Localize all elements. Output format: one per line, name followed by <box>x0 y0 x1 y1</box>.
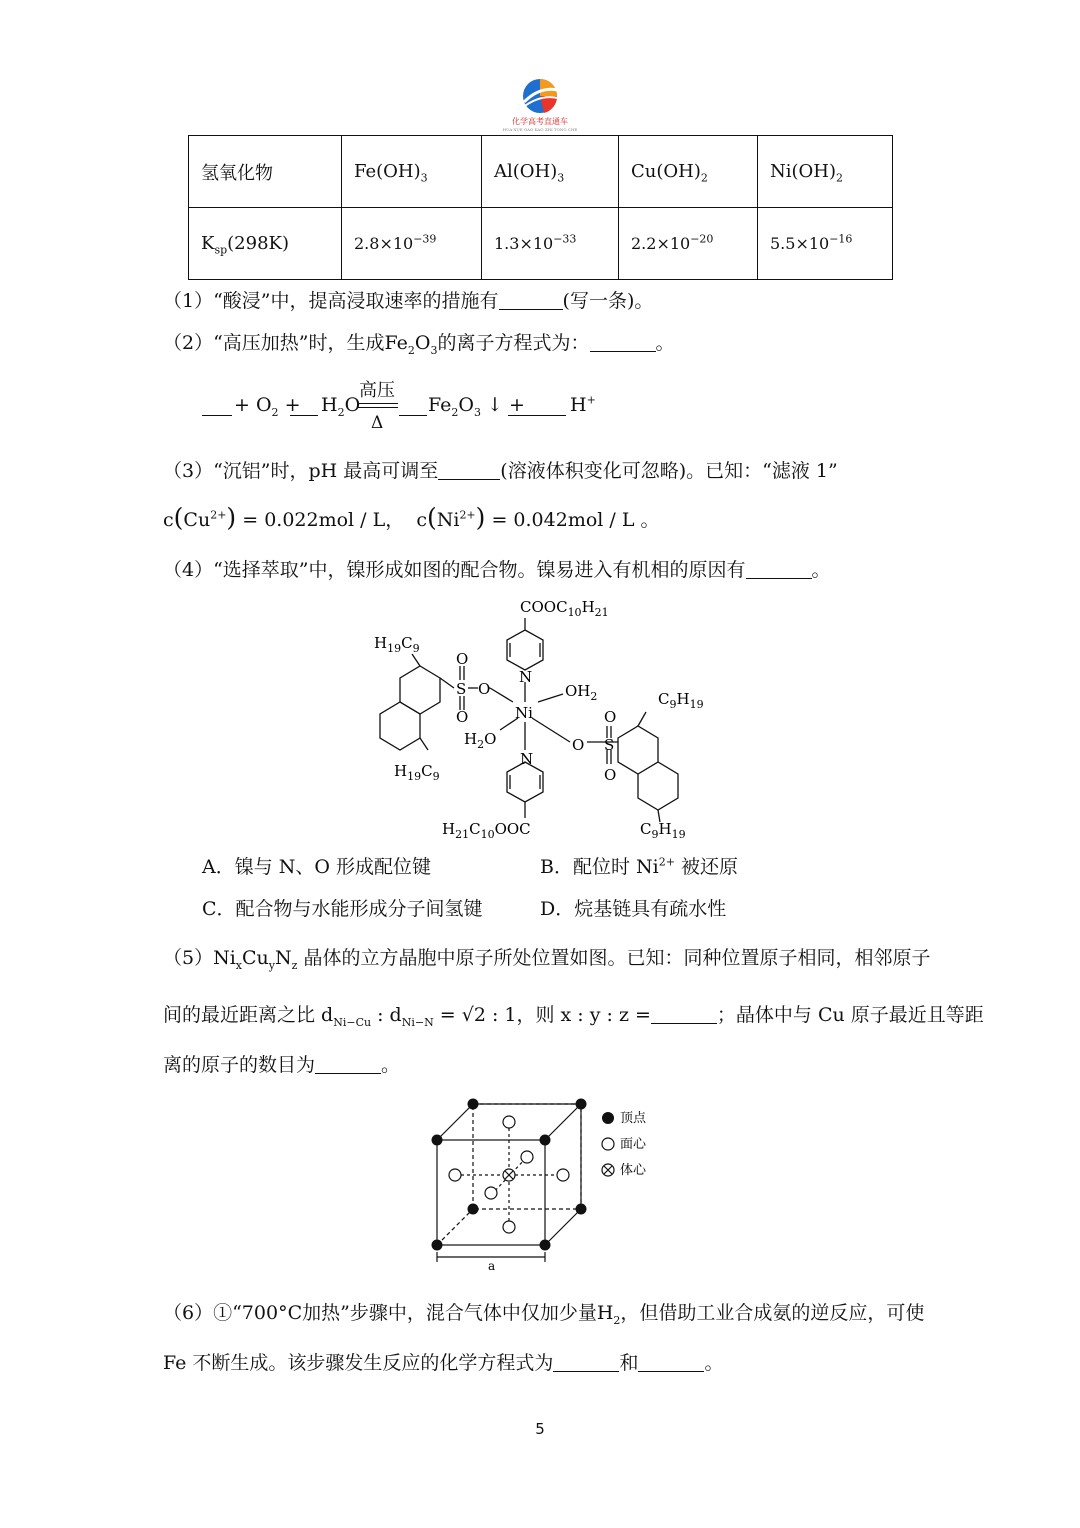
table-row <box>189 208 893 280</box>
page-number: 5 <box>535 1420 545 1438</box>
sulfur-label: S <box>604 736 615 754</box>
logo-mark <box>500 74 580 134</box>
question-5: $(5)Ni_xCu_yN_z$ 晶体的立方晶胞中原子所处位置如图。已知：同种位置原子相同，相邻原子 <box>163 947 931 972</box>
logo-subtext: HUA XUE GAO KAO ZHI TONG CHE <box>502 127 578 132</box>
answer-blank[interactable] <box>438 461 500 480</box>
legend-body: 体心 <box>620 1163 647 1178</box>
table-header-cell: $Fe(OH)_3$ <box>342 136 482 208</box>
answer-blank[interactable] <box>202 397 232 416</box>
question-5-line-2: 间的最近距离之比 $d_{Ni-Cu}$ : $d_{Ni-N} = √2$ : 1，则 x : y : z = ；晶体中与 Cu 原子最近且等距 <box>163 1004 984 1029</box>
answer-blank[interactable] <box>638 1353 704 1372</box>
unit-cell-diagram <box>420 1090 670 1275</box>
nickel-label: Ni <box>515 704 533 722</box>
lattice-parameter-label: a <box>488 1259 496 1273</box>
oxygen-label: O <box>604 708 617 726</box>
answer-blank[interactable] <box>315 1055 381 1074</box>
table-header-row <box>189 136 893 208</box>
body-center-atom <box>503 1169 515 1181</box>
option-c[interactable]: C．配合物与水能形成分子间氢键 <box>202 898 483 920</box>
oxygen-label: O <box>478 680 491 698</box>
answer-blank[interactable] <box>590 333 656 352</box>
table-cell: $2.2\times 10^{-20}$ <box>619 208 758 280</box>
question-3: （3）“沉铝”时，pH 最高可调至 (溶液体积变化可忽略)。已知：“滤液 1” <box>163 460 838 482</box>
question-1: （1）“酸浸”中，提高浸取速率的措施有 (写一条)。 <box>163 290 654 312</box>
table-cell: $5.5\times 10^{-16}$ <box>758 208 893 280</box>
table-header-cell: $Cu(OH)_2$ <box>619 136 758 208</box>
condition-bar <box>358 403 398 408</box>
answer-blank[interactable] <box>290 397 318 416</box>
logo <box>500 74 580 134</box>
ionic-equation: + $O_2$ + $H_2O$ 高压 Δ $Fe_2O_3$ ↓ + H+ <box>202 376 622 436</box>
question-6-line-2: Fe 不断生成。该步骤发生反应的化学方程式为 和 。 <box>163 1352 724 1374</box>
question-2: （2）“高压加热”时，生成$Fe_2O_3$的离子方程式为： 。 <box>163 332 675 357</box>
logo-text: 化学高考直通车 <box>512 117 568 126</box>
c9h19-top-right-label: $C_9H_{19}$ <box>658 690 704 711</box>
oxygen-label: O <box>572 736 585 754</box>
c9h19-bottom-right-label: $C_9H_{19}$ <box>640 820 686 841</box>
cooc10h21-top-label: $COOC_{10}H_{21}$ <box>520 598 609 619</box>
answer-blank[interactable] <box>508 397 566 416</box>
table-cell: $1.3\times 10^{-33}$ <box>482 208 619 280</box>
nitrogen-label: N <box>520 750 534 768</box>
question-5-line-3: 离的原子的数目为 。 <box>163 1054 401 1076</box>
h19c9-top-left-label: $H_{19}C_9$ <box>374 634 420 655</box>
table-row-label: $K_{sp}(298K)$ <box>189 208 342 280</box>
h21c10ooc-bottom-label: $H_{21}C_{10}OOC$ <box>442 820 531 841</box>
answer-blank[interactable] <box>651 1005 717 1024</box>
condition-bottom: Δ <box>371 413 384 433</box>
answer-blank[interactable] <box>553 1353 619 1372</box>
ksp-table <box>188 135 893 280</box>
oxygen-label: O <box>604 766 617 784</box>
option-b[interactable]: B．配位时 $Ni^{2+}$ 被还原 <box>540 855 738 878</box>
legend-vertex-icon <box>602 1112 614 1124</box>
oxygen-label: O <box>456 708 469 726</box>
table-cell: $2.8\times 10^{-39}$ <box>342 208 482 280</box>
answer-blank[interactable] <box>399 397 427 416</box>
question-6: （6）①“700°C加热”步骤中，混合气体中仅加少量$H_2$，但借助工业合成氨的逆反应，可使 <box>163 1302 925 1327</box>
nitrogen-label: N <box>519 668 533 686</box>
oxygen-label: O <box>456 650 469 668</box>
answer-blank[interactable] <box>746 560 812 579</box>
nickel-complex-structure <box>360 590 720 845</box>
table-header-cell: 氢氧化物 <box>189 136 342 208</box>
legend-face: 面心 <box>620 1137 647 1152</box>
legend-face-icon <box>602 1138 614 1150</box>
legend-vertex: 顶点 <box>620 1111 647 1126</box>
condition-top: 高压 <box>359 380 395 401</box>
table-header-cell: $Al(OH)_3$ <box>482 136 619 208</box>
option-a[interactable]: A．镍与 N、O 形成配位键 <box>202 856 432 878</box>
h19c9-bottom-left-label: $H_{19}C_9$ <box>394 762 440 783</box>
table-header-cell: $Ni(OH)_2$ <box>758 136 893 208</box>
question-3-concentrations: $c(Cu^{2+}) = 0.022mol / L$， $c(Ni^{2+}) = 0.042mol / L$ 。 <box>163 503 660 532</box>
aqua-ligand-label: $OH_2$ <box>565 682 598 703</box>
question-4: （4）“选择萃取”中，镍形成如图的配合物。镍易进入有机相的原因有 。 <box>163 559 831 581</box>
sulfur-label: S <box>456 680 467 698</box>
answer-blank[interactable] <box>499 291 563 310</box>
aqua-ligand-label: $H_2O$ <box>464 730 497 751</box>
option-d[interactable]: D．烷基链具有疏水性 <box>540 898 727 920</box>
